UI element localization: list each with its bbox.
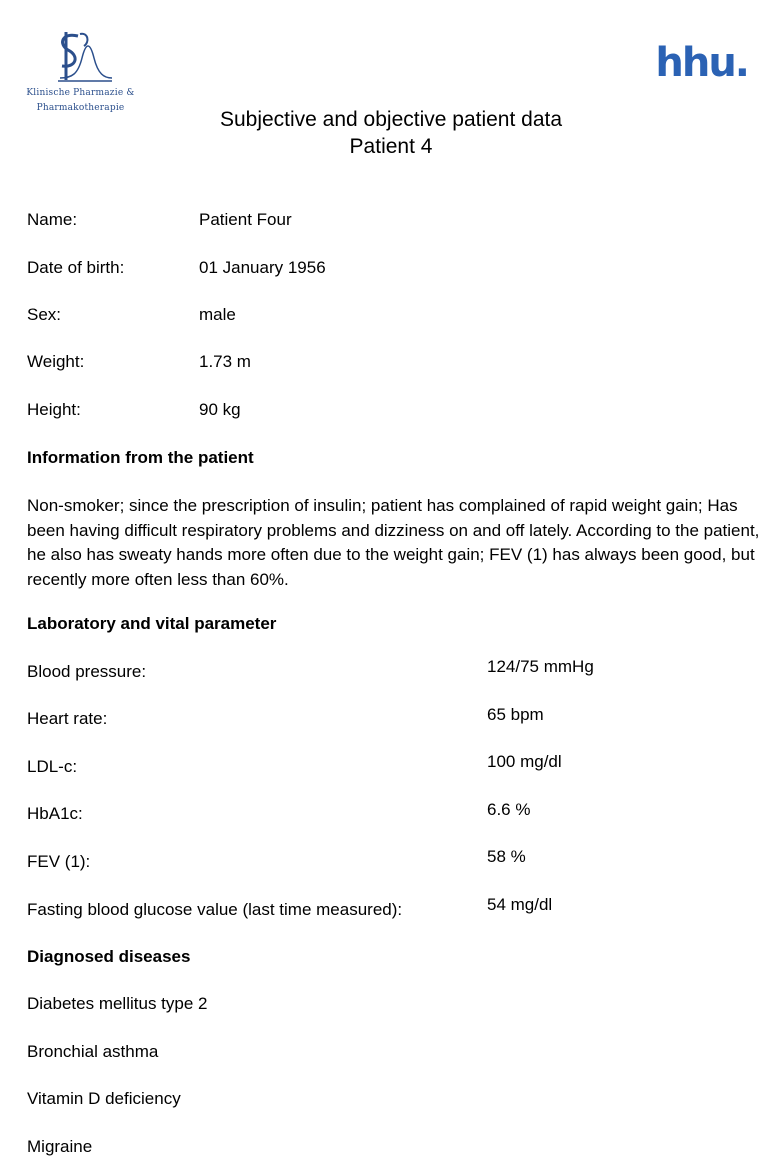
lab-label-blood-pressure: Blood pressure: [27,662,147,681]
logo-left-line2: Pharmakotherapie [36,103,125,113]
patient-label-dob: Date of birth: [27,258,125,277]
patient-label-sex: Sex: [27,305,62,324]
patient-value-sex: male [199,305,236,324]
patient-label-weight: Weight: [27,352,85,371]
patient-value-name: Patient Four [199,210,292,229]
page-title [0,106,782,160]
patient-label-height: Height: [27,400,81,419]
lab-label-fev1: FEV (1): [27,852,91,871]
diagnosis-item: Diabetes mellitus type 2 [27,994,208,1013]
patient-value-weight: 1.73 m [199,352,251,371]
patient-value-dob: 01 January 1956 [199,258,326,277]
lab-label-hba1c: HbA1c: [27,804,83,823]
hhu-logo: hhu. [655,40,748,86]
patient-value-height: 90 kg [199,400,241,419]
lab-value-blood-pressure: 124/75 mmHg [487,657,594,676]
diagnosis-item: Bronchial asthma [27,1042,159,1061]
pharmacy-logo-icon [52,28,112,86]
lab-value-fev1: 58 % [487,847,526,866]
logo-left-line1: Klinische Pharmazie & [26,88,135,98]
diagnosis-item: Migraine [27,1137,93,1156]
diagnosis-item: Vitamin D deficiency [27,1089,181,1108]
patient-label-name: Name: [27,210,78,229]
lab-label-ldl: LDL-c: [27,757,78,776]
title-line1: Subjective and objective patient data [219,108,563,131]
diagnoses-heading: Diagnosed diseases [27,947,191,966]
lab-value-heart-rate: 65 bpm [487,705,544,724]
title-line2: Patient 4 [349,135,433,158]
lab-value-hba1c: 6.6 % [487,800,531,819]
lab-label-glucose: Fasting blood glucose value (last time measured): [27,900,403,919]
laboratory-heading: Laboratory and vital parameter [27,614,277,633]
lab-value-glucose: 54 mg/dl [487,895,553,914]
lab-value-ldl: 100 mg/dl [487,752,562,771]
information-heading: Information from the patient [27,448,254,467]
information-text: Non-smoker; since the prescription of insulin; patient has complained of rapid weight gain; Has been having difficult respiratory problems and dizziness on and off lately. According to the patient, he also has sweaty hands more often due to the weight gain; FEV (1) has always been good, but recently more often less than 60%. [27,496,760,589]
lab-label-heart-rate: Heart rate: [27,709,108,728]
